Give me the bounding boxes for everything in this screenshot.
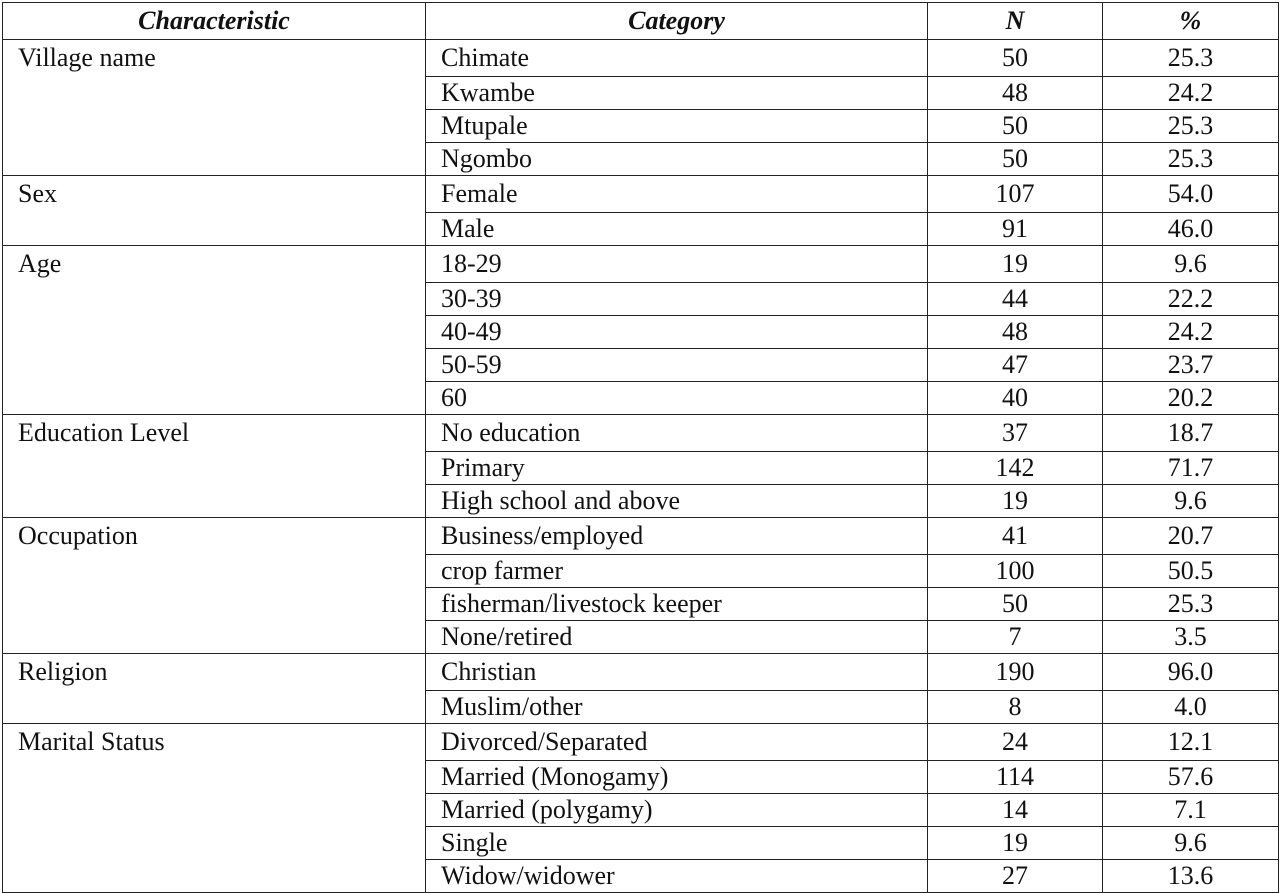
n-cell: 100 bbox=[928, 555, 1103, 588]
percent-cell: 3.5 bbox=[1103, 621, 1279, 654]
category-cell: Kwambe bbox=[426, 77, 928, 110]
characteristic-cell: Marital Status bbox=[3, 724, 426, 893]
n-cell: 41 bbox=[928, 518, 1103, 555]
characteristic-cell: Age bbox=[3, 246, 426, 415]
category-cell: Female bbox=[426, 176, 928, 213]
n-cell: 14 bbox=[928, 794, 1103, 827]
category-cell: Widow/widower bbox=[426, 860, 928, 893]
n-cell: 50 bbox=[928, 110, 1103, 143]
category-cell: Mtupale bbox=[426, 110, 928, 143]
category-cell: Chimate bbox=[426, 40, 928, 77]
category-cell: Single bbox=[426, 827, 928, 860]
category-cell: Married (polygamy) bbox=[426, 794, 928, 827]
category-cell: Business/employed bbox=[426, 518, 928, 555]
table-row bbox=[3, 518, 1279, 555]
percent-cell: 25.3 bbox=[1103, 40, 1279, 77]
n-cell: 27 bbox=[928, 860, 1103, 893]
table-body bbox=[3, 40, 1279, 893]
characteristic-cell: Occupation bbox=[3, 518, 426, 654]
n-cell: 114 bbox=[928, 761, 1103, 794]
n-cell: 142 bbox=[928, 452, 1103, 485]
percent-cell: 46.0 bbox=[1103, 213, 1279, 246]
percent-cell: 25.3 bbox=[1103, 143, 1279, 176]
characteristic-cell: Village name bbox=[3, 40, 426, 176]
category-cell: 40-49 bbox=[426, 316, 928, 349]
table-row bbox=[3, 40, 1279, 77]
category-cell: Muslim/other bbox=[426, 691, 928, 724]
table-row bbox=[3, 176, 1279, 213]
category-cell: 50-59 bbox=[426, 349, 928, 382]
percent-cell: 4.0 bbox=[1103, 691, 1279, 724]
characteristic-cell: Religion bbox=[3, 654, 426, 724]
percent-cell: 71.7 bbox=[1103, 452, 1279, 485]
characteristic-cell: Education Level bbox=[3, 415, 426, 518]
percent-cell: 24.2 bbox=[1103, 77, 1279, 110]
characteristic-cell: Sex bbox=[3, 176, 426, 246]
n-cell: 44 bbox=[928, 283, 1103, 316]
header-row bbox=[3, 3, 1279, 40]
n-cell: 19 bbox=[928, 485, 1103, 518]
header-characteristic: Characteristic bbox=[3, 3, 426, 40]
percent-cell: 54.0 bbox=[1103, 176, 1279, 213]
percent-cell: 24.2 bbox=[1103, 316, 1279, 349]
category-cell: 60 bbox=[426, 382, 928, 415]
table-row bbox=[3, 724, 1279, 761]
percent-cell: 57.6 bbox=[1103, 761, 1279, 794]
n-cell: 91 bbox=[928, 213, 1103, 246]
n-cell: 50 bbox=[928, 588, 1103, 621]
n-cell: 19 bbox=[928, 827, 1103, 860]
percent-cell: 22.2 bbox=[1103, 283, 1279, 316]
n-cell: 48 bbox=[928, 77, 1103, 110]
percent-cell: 12.1 bbox=[1103, 724, 1279, 761]
header-percent: % bbox=[1103, 3, 1279, 40]
category-cell: Ngombo bbox=[426, 143, 928, 176]
category-cell: Married (Monogamy) bbox=[426, 761, 928, 794]
n-cell: 40 bbox=[928, 382, 1103, 415]
header-category: Category bbox=[426, 3, 928, 40]
percent-cell: 23.7 bbox=[1103, 349, 1279, 382]
category-cell: crop farmer bbox=[426, 555, 928, 588]
percent-cell: 25.3 bbox=[1103, 110, 1279, 143]
percent-cell: 25.3 bbox=[1103, 588, 1279, 621]
n-cell: 190 bbox=[928, 654, 1103, 691]
category-cell: Male bbox=[426, 213, 928, 246]
n-cell: 50 bbox=[928, 143, 1103, 176]
percent-cell: 20.7 bbox=[1103, 518, 1279, 555]
category-cell: No education bbox=[426, 415, 928, 452]
table-row bbox=[3, 415, 1279, 452]
n-cell: 19 bbox=[928, 246, 1103, 283]
category-cell: Divorced/Separated bbox=[426, 724, 928, 761]
n-cell: 37 bbox=[928, 415, 1103, 452]
n-cell: 47 bbox=[928, 349, 1103, 382]
percent-cell: 50.5 bbox=[1103, 555, 1279, 588]
header-n: N bbox=[928, 3, 1103, 40]
percent-cell: 7.1 bbox=[1103, 794, 1279, 827]
percent-cell: 18.7 bbox=[1103, 415, 1279, 452]
n-cell: 50 bbox=[928, 40, 1103, 77]
demographics-table bbox=[2, 2, 1279, 893]
percent-cell: 9.6 bbox=[1103, 485, 1279, 518]
n-cell: 48 bbox=[928, 316, 1103, 349]
category-cell: 18-29 bbox=[426, 246, 928, 283]
table-row bbox=[3, 246, 1279, 283]
category-cell: fisherman/livestock keeper bbox=[426, 588, 928, 621]
category-cell: Primary bbox=[426, 452, 928, 485]
n-cell: 107 bbox=[928, 176, 1103, 213]
percent-cell: 96.0 bbox=[1103, 654, 1279, 691]
percent-cell: 9.6 bbox=[1103, 827, 1279, 860]
category-cell: Christian bbox=[426, 654, 928, 691]
percent-cell: 13.6 bbox=[1103, 860, 1279, 893]
category-cell: High school and above bbox=[426, 485, 928, 518]
n-cell: 7 bbox=[928, 621, 1103, 654]
category-cell: 30-39 bbox=[426, 283, 928, 316]
n-cell: 8 bbox=[928, 691, 1103, 724]
category-cell: None/retired bbox=[426, 621, 928, 654]
n-cell: 24 bbox=[928, 724, 1103, 761]
percent-cell: 20.2 bbox=[1103, 382, 1279, 415]
table-row bbox=[3, 654, 1279, 691]
percent-cell: 9.6 bbox=[1103, 246, 1279, 283]
